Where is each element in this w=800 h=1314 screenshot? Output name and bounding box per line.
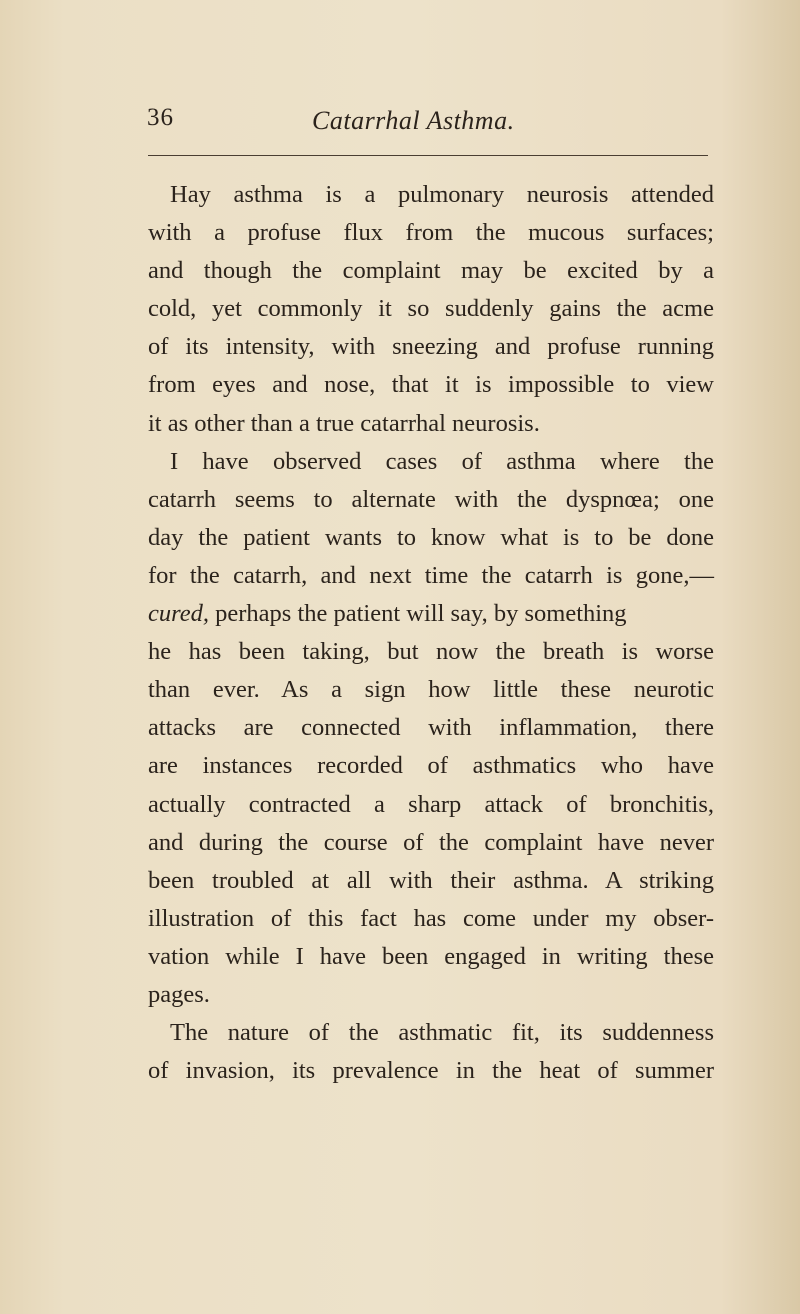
text-line: from eyes and nose, that it is impossible to view [148, 371, 714, 399]
text-line: actually contracted a sharp attack of bronchitis, [148, 790, 714, 818]
body-text [148, 176, 714, 1090]
italic-word: cured, [148, 600, 209, 628]
header-rule [148, 155, 708, 156]
text-line: day the patient wants to know what is to be done [148, 523, 714, 551]
text-line [148, 595, 714, 633]
page-header [0, 100, 800, 140]
text-line: of invasion, its prevalence in the heat of summer [148, 1057, 714, 1085]
text-line: for the catarrh, and next time the catarrh is gone,— [148, 561, 714, 589]
text-line: and during the course of the complaint have never [148, 828, 714, 856]
text-line: attacks are connected with inflammation, there [148, 714, 714, 742]
text-line: of its intensity, with sneezing and profuse running [148, 333, 714, 361]
text-line: than ever. As a sign how little these neurotic [148, 676, 714, 704]
text-line: with a profuse flux from the mucous surfaces; [148, 219, 714, 247]
text-line: pages. [148, 980, 210, 1008]
text-line: Hay asthma is a pulmonary neurosis attended [170, 181, 714, 208]
text-line: been troubled at all with their asthma. A striking [148, 866, 714, 894]
running-title: Catarrhal Asthma. [312, 106, 515, 135]
text-line: cold, yet commonly it so suddenly gains the acme [148, 295, 714, 323]
text-line: illustration of this fact has come under my obser- [148, 904, 714, 932]
page-number: 36 [147, 104, 174, 131]
text-line: and though the complaint may be excited by a [148, 257, 714, 285]
text-line-rest: perhaps the patient will say, by something [209, 600, 627, 628]
text-line: The nature of the asthmatic fit, its suddenness [170, 1019, 714, 1047]
text-line: are instances recorded of asthmatics who have [148, 752, 714, 780]
text-line: vation while I have been engaged in writing these [148, 942, 714, 970]
text-line: I have observed cases of asthma where the [170, 447, 714, 475]
text-line: it as other than a true catarrhal neurosis. [148, 409, 540, 437]
text-line: he has been taking, but now the breath is worse [148, 638, 714, 666]
text-line: catarrh seems to alternate with the dyspnœa; one [148, 485, 714, 513]
